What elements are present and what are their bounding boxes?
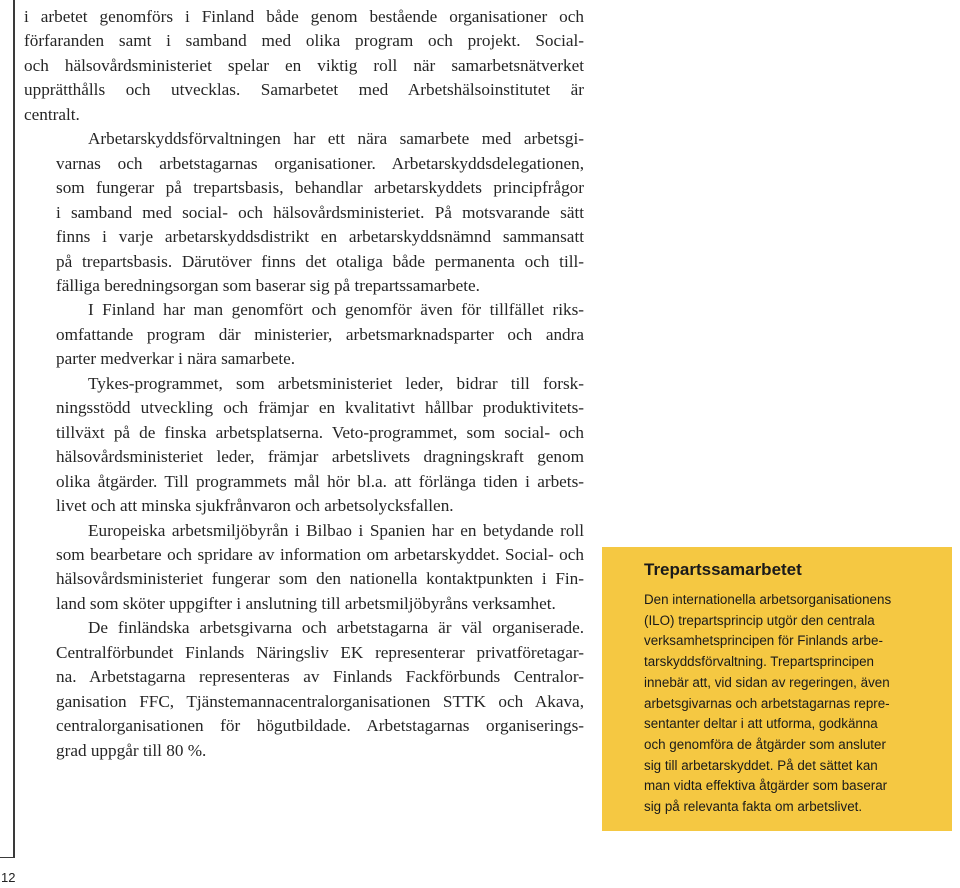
- sidebar-line: och genomföra de åtgärder som ansluter: [644, 736, 886, 752]
- paragraph: [24, 519, 584, 617]
- sidebar-line: sig på relevanta fakta om arbetslivet.: [644, 799, 863, 815]
- sidebar-line: sentanter deltar i att utforma, godkänna: [644, 716, 878, 732]
- sidebar-line: (ILO) trepartsprincip utgör den centrala: [644, 612, 875, 628]
- text-line: upprätthålls och utvecklas. Samarbetet med Arbetshälsoinstitutet är: [24, 80, 584, 100]
- text-line: på trepartsbasis. Därutöver finns det otaliga både permanenta och till-: [56, 251, 584, 271]
- bottom-margin-rule: [0, 857, 15, 858]
- text-line: grad uppgår till 80 %.: [56, 740, 207, 760]
- text-line: som bearbetare och spridare av information om arbetarskyddet. Social- och: [56, 544, 584, 564]
- text-line: centralt.: [24, 104, 80, 124]
- text-line: na. Arbetstagarna representeras av Finlands Fackförbunds Centralor-: [56, 667, 584, 687]
- text-line: i samband med social- och hälsovårdsministeriet. På motsvarande sätt: [56, 202, 584, 222]
- sidebar-box: [602, 547, 952, 831]
- text-line: centralorganisationen för högutbildade. Arbetstagarnas organiserings-: [56, 716, 584, 736]
- text-line: som fungerar på trepartsbasis, behandlar arbetarskyddets principfrågor: [56, 178, 584, 198]
- text-line: Centralförbundet Finlands Näringsliv EK representerar privatföretagar-: [56, 642, 584, 662]
- text-line: ganisation FFC, Tjänstemannacentralorganisationen STTK och Akava,: [56, 691, 584, 711]
- text-line: ningsstödd utveckling och främjar en kvalitativt hållbar produktivitets-: [56, 398, 584, 418]
- sidebar-title: Trepartssamarbetet: [644, 560, 802, 579]
- text-line: tillväxt på de finska arbetsplatserna. Veto-programmet, som social- och: [56, 422, 584, 442]
- paragraph: [24, 616, 584, 763]
- text-line: I Finland har man genomfört och genomför även för tillfället riks-: [88, 300, 584, 320]
- text-line: fälliga beredningsorgan som baserar sig på trepartssamarbete.: [56, 275, 480, 295]
- sidebar-line: verksamhetsprincipen för Finlands arbe-: [644, 633, 883, 649]
- sidebar-line: arbetsgivarnas och arbetstagarnas repre-: [644, 695, 890, 711]
- text-line: i arbetet genomförs i Finland både genom bestående organisationer och: [24, 7, 584, 26]
- sidebar-line: Den internationella arbetsorganisationens: [644, 592, 892, 607]
- text-line: finns i varje arbetarskyddsdistrikt en arbetarskyddsnämnd sammansatt: [56, 227, 584, 247]
- page-number: 12: [1, 870, 16, 885]
- sidebar-line: innebär att, vid sidan av regeringen, även: [644, 674, 890, 690]
- text-line: och hälsovårdsministeriet spelar en viktig roll när samarbetsnätverket: [24, 55, 584, 75]
- text-line: parter medverkar i nära samarbete.: [56, 349, 296, 369]
- sidebar-body: [644, 590, 938, 818]
- text-line: land som sköter uppgifter i anslutning till arbetsmiljöbyråns verksamhet.: [56, 593, 556, 613]
- main-text-column: [24, 5, 584, 763]
- text-line: Arbetarskyddsförvaltningen har ett nära samarbete med arbetsgi-: [88, 129, 584, 149]
- paragraph: [24, 127, 584, 298]
- text-line: hälsovårdsministeriet leder, främjar arbetslivets dragningskraft genom: [56, 447, 584, 467]
- sidebar-line: sig till arbetarskyddet. På det sättet kan: [644, 757, 878, 773]
- text-line: varnas och arbetstagarnas organisationer. Arbetarskyddsdelegationen,: [56, 153, 584, 173]
- text-line: olika åtgärder. Till programmets mål hör bl.a. att förlänga tiden i arbets-: [56, 471, 584, 491]
- sidebar-line: man vidta effektiva åtgärder som baserar: [644, 778, 888, 794]
- text-line: hälsovårdsministeriet fungerar som den nationella kontaktpunkten i Fin-: [56, 569, 584, 589]
- left-margin-rule: [13, 0, 15, 858]
- paragraph: [24, 298, 584, 371]
- text-line: livet och att minska sjukfrånvaron och arbetsolycksfallen.: [56, 496, 454, 516]
- text-line: omfattande program där ministerier, arbetsmarknadsparter och andra: [56, 324, 584, 344]
- paragraph: [24, 372, 584, 519]
- text-line: De finländska arbetsgivarna och arbetstagarna är väl organiserade.: [88, 618, 584, 638]
- text-line: Tykes-programmet, som arbetsministeriet leder, bidrar till forsk-: [88, 373, 584, 393]
- sidebar-line: tarskyddsförvaltning. Trepartsprincipen: [644, 654, 874, 670]
- text-line: förfaranden samt i samband med olika program och projekt. Social-: [24, 31, 584, 51]
- text-line: Europeiska arbetsmiljöbyrån i Bilbao i Spanien har en betydande roll: [88, 520, 584, 540]
- paragraph: [24, 5, 584, 127]
